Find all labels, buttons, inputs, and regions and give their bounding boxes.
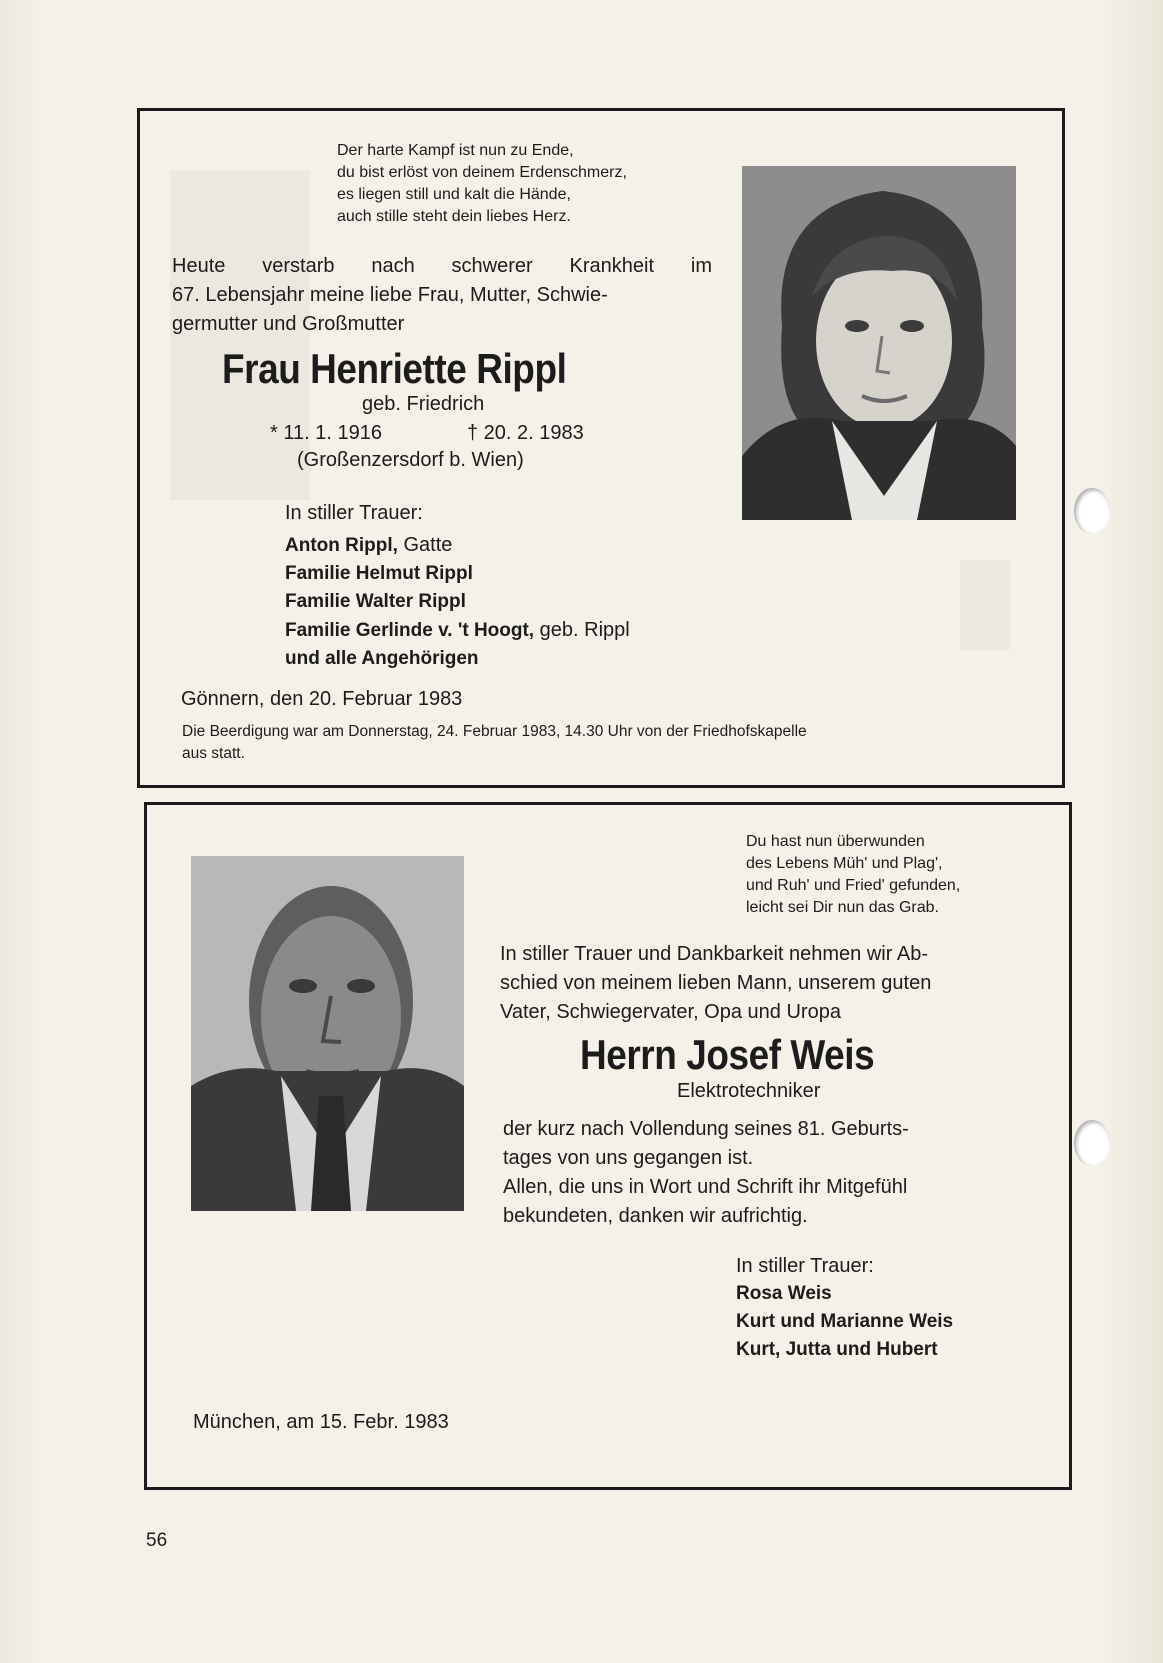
intro-line: Heute verstarb nach schwerer Krankheit im	[172, 255, 712, 277]
mourning-label: In stiller Trauer:	[736, 1255, 874, 1277]
mourner: Familie Gerlinde v. 't Hoogt, geb. Rippl	[285, 619, 630, 641]
intro-line: germutter und Großmutter	[172, 313, 405, 335]
mourner: Kurt, Jutta und Hubert	[736, 1339, 938, 1360]
portrait-photo-man	[191, 856, 464, 1211]
mourner: Anton Rippl, Gatte	[285, 534, 453, 556]
notice2-verse	[746, 831, 1046, 919]
verse-line: des Lebens Müh' und Plag',	[746, 855, 943, 872]
mourner: Familie Walter Rippl	[285, 591, 466, 612]
place-and-date: Gönnern, den 20. Februar 1983	[181, 688, 463, 710]
portrait-photo-woman	[742, 166, 1016, 520]
notice2-text	[503, 1115, 1033, 1231]
binder-hole	[1074, 1120, 1110, 1166]
portrait-man-image	[191, 856, 464, 1211]
text-line: Allen, die uns in Wort und Schrift ihr Mitgefühl	[503, 1176, 908, 1198]
profession: Elektrotechniker	[677, 1080, 821, 1102]
notice1-intro	[172, 252, 712, 339]
mourner: Rosa Weis	[736, 1283, 832, 1304]
verse-line: Du hast nun überwunden	[746, 833, 925, 850]
verse-line: auch stille steht dein liebes Herz.	[337, 208, 571, 225]
birth-date: * 11. 1. 1916	[270, 422, 382, 444]
mourner: und alle Angehörigen	[285, 648, 479, 669]
verse-line: Der harte Kampf ist nun zu Ende,	[337, 142, 574, 159]
notice2-intro	[500, 940, 1030, 1027]
mourner: Kurt und Marianne Weis	[736, 1311, 954, 1332]
place-and-date: München, am 15. Febr. 1983	[193, 1411, 449, 1433]
deceased-name: Frau Henriette Rippl	[222, 345, 567, 392]
funeral-info: Die Beerdigung war am Donnerstag, 24. Februar 1983, 14.30 Uhr von der Friedhofskapelle aus statt.	[182, 723, 807, 762]
intro-line: 67. Lebensjahr meine liebe Frau, Mutter, Schwie-	[172, 284, 608, 306]
mourning-label: In stiller Trauer:	[285, 502, 423, 524]
portrait-woman-image	[742, 166, 1016, 520]
verse-line: leicht sei Dir nun das Grab.	[746, 899, 939, 916]
binder-hole	[1074, 488, 1110, 534]
text-line: bekundeten, danken wir aufrichtig.	[503, 1205, 808, 1227]
intro-line: schied von meinem lieben Mann, unserem guten	[500, 972, 932, 994]
maiden-name: geb. Friedrich	[362, 393, 485, 415]
place-of-death: (Großenzersdorf b. Wien)	[297, 449, 524, 471]
mourners-list	[285, 531, 630, 673]
verse-line: es liegen still und kalt die Hände,	[337, 186, 571, 203]
page-number: 56	[146, 1530, 168, 1551]
deceased-name: Herrn Josef Weis	[580, 1031, 875, 1078]
notice1-verse	[337, 140, 717, 228]
mourners-list	[736, 1280, 953, 1364]
text-line: der kurz nach Vollendung seines 81. Geburts-	[503, 1118, 909, 1140]
mourner: Familie Helmut Rippl	[285, 563, 473, 584]
verse-line: und Ruh' und Fried' gefunden,	[746, 877, 961, 894]
verse-line: du bist erlöst von deinem Erdenschmerz,	[337, 164, 627, 181]
intro-line: Vater, Schwiegervater, Opa und Uropa	[500, 1001, 841, 1023]
intro-line: In stiller Trauer und Dankbarkeit nehmen wir Ab-	[500, 943, 928, 965]
text-line: tages von uns gegangen ist.	[503, 1147, 754, 1169]
death-date: † 20. 2. 1983	[467, 422, 584, 444]
